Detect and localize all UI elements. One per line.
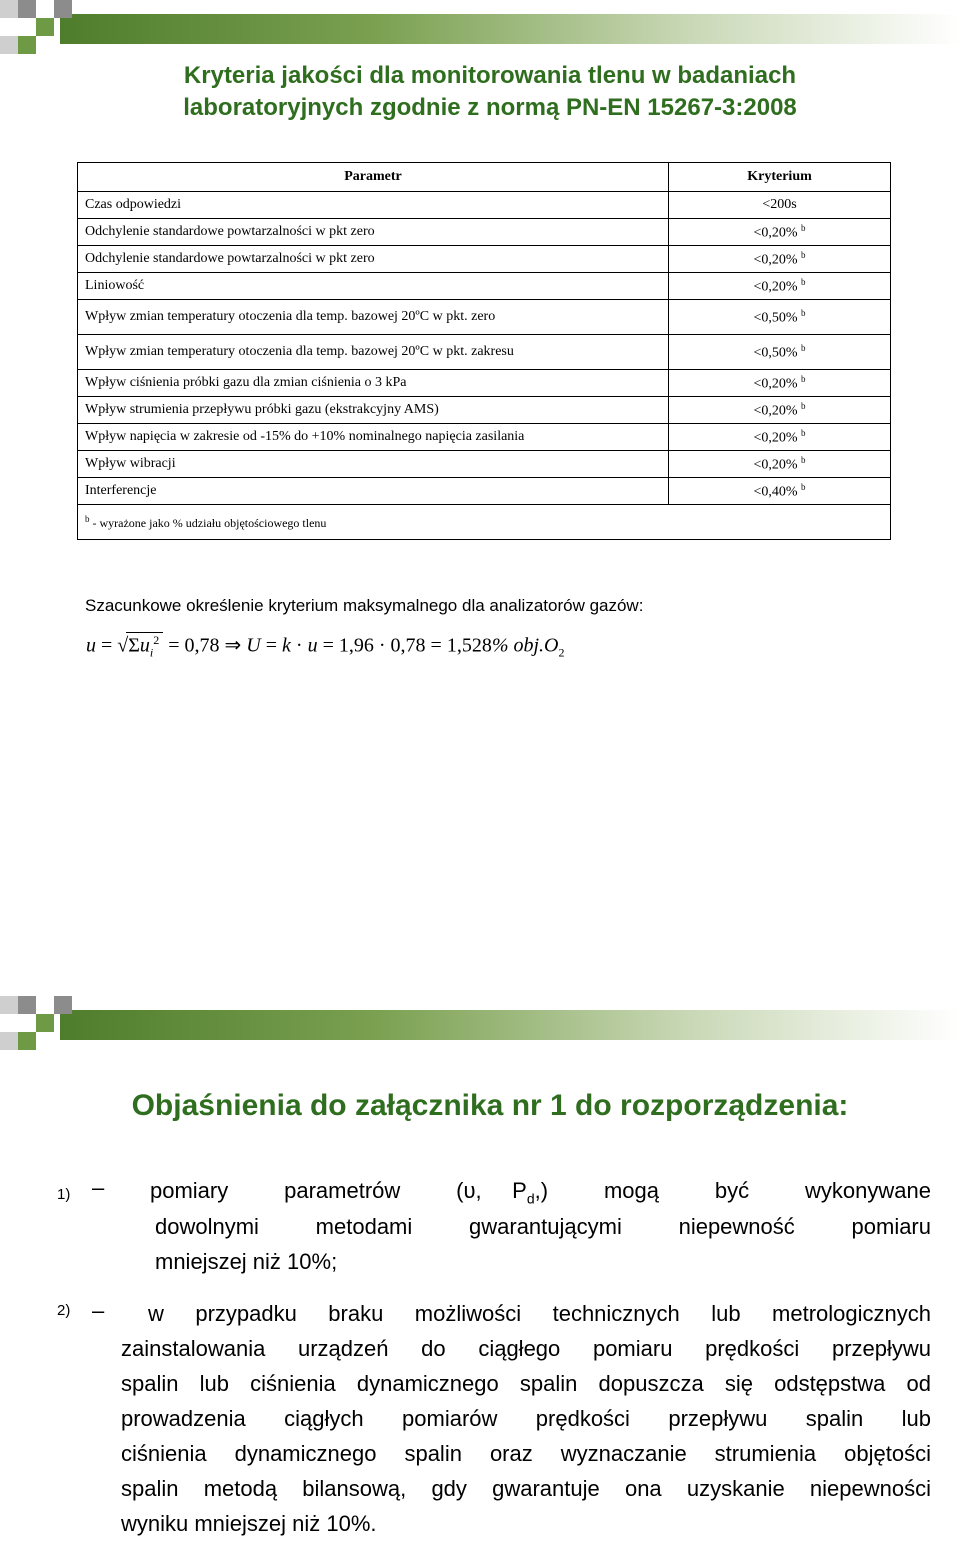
item-2-line-1: w przypadku braku możliwości technicznych lub metrologicznych (148, 1301, 931, 1326)
uncertainty-formula (86, 632, 565, 661)
formula-val1: 1,96 (338, 634, 374, 657)
criterion-value: <200s (762, 197, 797, 212)
table-footnote (78, 505, 891, 540)
table-row (78, 300, 891, 335)
formula-ui: u (139, 634, 150, 657)
formula-dot1: · (295, 634, 303, 657)
criterion-value: <0,50% (753, 310, 798, 326)
header-band-1 (0, 0, 960, 60)
title-line-1: Kryteria jakości dla monitorowania tlenu w badaniach (183, 62, 797, 89)
item-1-line-3: mniejszej niż 10%; (155, 1249, 338, 1274)
criterion-value: <0,20% (753, 376, 798, 392)
item-2-line: ciśnienia dynamicznego spalin oraz wyznaczanie strumienia objętości (121, 1441, 931, 1466)
criterion-value: <0,20% (753, 252, 798, 268)
item-1-word: ,) (534, 1178, 549, 1203)
table-row (78, 246, 891, 273)
item-1-word: wykonywane (804, 1178, 931, 1203)
item-1-dash: – (92, 1175, 105, 1200)
criterion-cell (669, 219, 891, 246)
item-1-word: (υ, (456, 1178, 482, 1203)
formula-unit: % obj.O (491, 634, 559, 657)
criterion-footnote-mark: b (801, 481, 806, 492)
header-parametr: Parametr (78, 163, 669, 192)
formula-U: U (246, 634, 261, 657)
item-1-word: parametrów (284, 1178, 401, 1203)
item-2-number: 2) (57, 1302, 71, 1319)
param-cell: Czas odpowiedzi (78, 192, 669, 219)
formula-implies: ⇒ (224, 634, 242, 657)
criterion-value: <0,20% (753, 403, 798, 419)
criterion-cell (669, 451, 891, 478)
criterion-footnote-mark: b (801, 400, 806, 411)
criterion-footnote-mark: b (801, 454, 806, 465)
table-row (78, 219, 891, 246)
item-1-sub-d: d (526, 1190, 535, 1207)
item-1-line-2: dowolnymi metodami gwarantującymi niepewność pomiaru (155, 1214, 931, 1239)
param-cell: Wpływ ciśnienia próbki gazu dla zmian ciśnienia o 3 kPa (78, 370, 669, 397)
criterion-footnote-mark: b (801, 427, 806, 438)
criterion-cell (669, 478, 891, 505)
criterion-value: <0,40% (753, 484, 798, 500)
param-cell: Liniowość (78, 273, 669, 300)
item-2-dash: – (92, 1298, 105, 1323)
calc-label: Szacunkowe określenie kryterium maksymalnego dla analizatorów gazów: (85, 596, 644, 615)
criteria-table (77, 162, 891, 540)
criterion-footnote-mark: b (801, 249, 806, 260)
header-kryterium: Kryterium (669, 163, 891, 192)
criterion-footnote-mark: b (801, 307, 806, 318)
formula-result1: = 0,78 (168, 634, 220, 657)
formula-sigma: Σ (128, 634, 140, 657)
table-row (78, 478, 891, 505)
criterion-value: <0,20% (753, 457, 798, 473)
table-row (78, 370, 891, 397)
formula-k: k (282, 634, 291, 657)
formula-sub-i: i (149, 645, 154, 660)
table-row (78, 424, 891, 451)
param-cell: Wpływ zmian temperatury otoczenia dla temp. bazowej 20ºC w pkt. zakresu (78, 335, 669, 370)
footnote-text: - wyrażone jako % udziału objętościowego tlenu (89, 515, 327, 530)
criterion-cell (669, 335, 891, 370)
criterion-cell (669, 397, 891, 424)
criterion-cell (669, 370, 891, 397)
table-row (78, 192, 891, 219)
table-row (78, 451, 891, 478)
param-cell: Odchylenie standardowe powtarzalności w pkt zero (78, 219, 669, 246)
criterion-cell (669, 273, 891, 300)
item-2-line: prowadzenia ciągłych pomiarów prędkości przepływu spalin lub (121, 1406, 931, 1431)
formula-result2: = 1,528 (430, 634, 492, 657)
param-cell: Wpływ wibracji (78, 451, 669, 478)
item-2-line: spalin lub ciśnienia dynamicznego spalin dopuszcza się odstępstwa od (121, 1371, 931, 1396)
param-cell: Wpływ strumienia przepływu próbki gazu (ekstrakcyjny AMS) (78, 397, 669, 424)
criterion-footnote-mark: b (801, 222, 806, 233)
table-row (78, 335, 891, 370)
table-header-row (78, 163, 891, 192)
param-cell: Wpływ napięcia w zakresie od -15% do +10% nominalnego napięcia zasilania (78, 424, 669, 451)
criterion-value: <0,50% (753, 345, 798, 361)
formula-u: u (86, 634, 96, 657)
criterion-footnote-mark: b (801, 373, 806, 384)
item-1-word: mogą (603, 1178, 660, 1203)
title-line-2: laboratoryjnych zgodnie z normą PN-EN 15267-3:2008 (183, 94, 797, 121)
criterion-footnote-mark: b (801, 276, 806, 287)
item-1-word: pomiary (150, 1178, 229, 1203)
criterion-cell (669, 192, 891, 219)
criterion-cell (669, 246, 891, 273)
criterion-value: <0,20% (753, 279, 798, 295)
param-cell: Odchylenie standardowe powtarzalności w pkt zero (78, 246, 669, 273)
item-1-number: 1) (57, 1186, 71, 1203)
formula-val2: 0,78 (390, 634, 426, 657)
criterion-value: <0,20% (753, 225, 798, 241)
formula-sub-2: 2 (558, 645, 565, 660)
formula-sqrt-sign: √ (117, 634, 129, 657)
table-row (78, 397, 891, 424)
criterion-cell (669, 300, 891, 335)
formula-eq2: = (265, 634, 278, 657)
slide-title-1 (80, 60, 900, 124)
slide-title-2: Objaśnienia do załącznika nr 1 do rozporządzenia: (131, 1089, 849, 1122)
formula-eq3: = (322, 634, 334, 657)
item-2-last-line: wyniku mniejszej niż 10%. (121, 1511, 377, 1536)
criterion-value: <0,20% (753, 430, 798, 446)
formula-dot2: · (378, 634, 386, 657)
item-1-word: P (512, 1178, 527, 1203)
formula-sqrt (126, 632, 163, 661)
header-band-2 (0, 996, 960, 1056)
formula-u2: u (307, 634, 318, 657)
item-2-line: zainstalowania urządzeń do ciągłego pomiaru prędkości przepływu (121, 1336, 931, 1361)
formula-eq: = (101, 634, 113, 657)
item-2-line: spalin metodą bilansową, gdy gwarantuje ona uzyskanie niepewności (121, 1476, 931, 1501)
item-1-word: być (714, 1178, 750, 1203)
table-footnote-row (78, 505, 891, 540)
criterion-cell (669, 424, 891, 451)
param-cell: Wpływ zmian temperatury otoczenia dla temp. bazowej 20ºC w pkt. zero (78, 300, 669, 335)
param-cell: Interferencje (78, 478, 669, 505)
formula-sup-2: 2 (153, 633, 160, 647)
footnote-mark: b (85, 513, 90, 524)
criterion-footnote-mark: b (801, 342, 806, 353)
table-row (78, 273, 891, 300)
